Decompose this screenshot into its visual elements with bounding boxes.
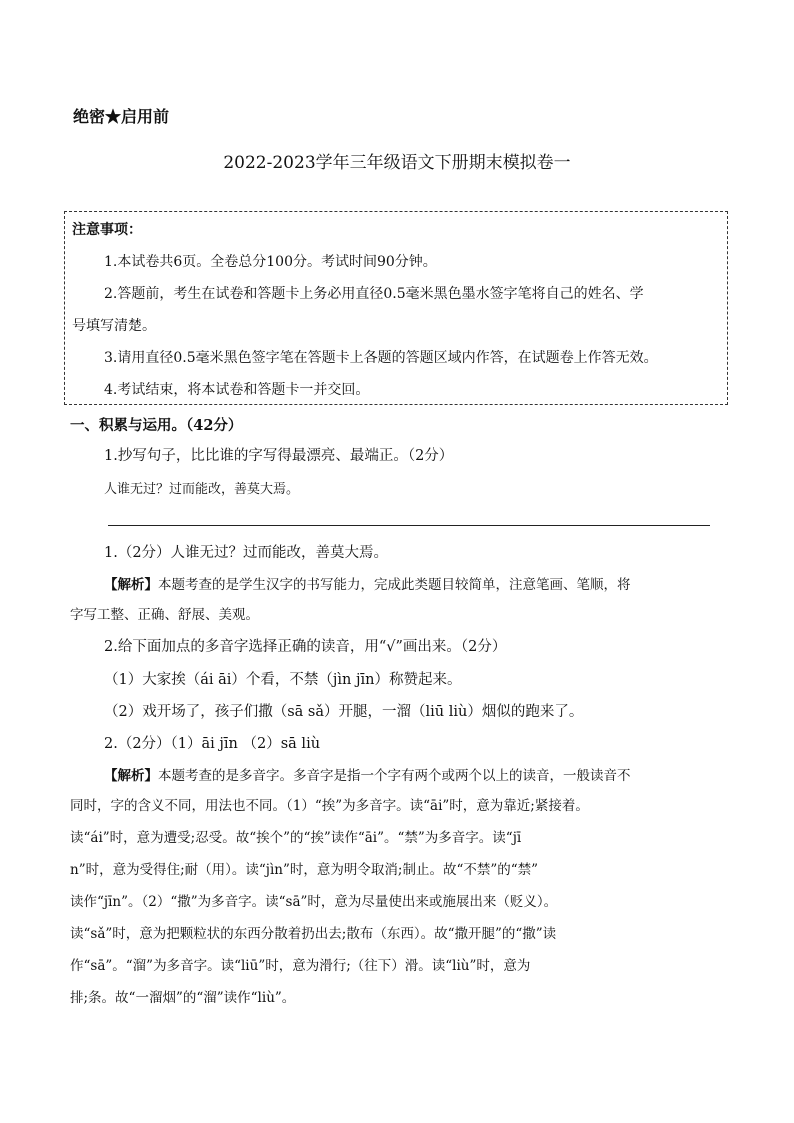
q1-sentence: 人谁无过？过而能改，善莫大焉。 bbox=[104, 482, 300, 497]
q2-item: （1）大家挨（ái āi）个看，不禁（jìn jīn）称赞起来。 bbox=[104, 672, 462, 688]
writing-line bbox=[108, 525, 710, 526]
section-heading: 一、积累与运用。（42分） bbox=[70, 417, 243, 434]
q2-analysis-cont: 读作“jīn”。（2）“撒”为多音字。读“sā”时，意为尽量使出来或施展出来（贬义）。 bbox=[70, 894, 558, 910]
q2-analysis bbox=[104, 764, 631, 784]
q1-analysis-cont: 字写工整、正确、舒展、美观。 bbox=[70, 607, 259, 623]
q2-analysis-cont: 读“ái”时，意为遭受;忍受。故“挨个”的“挨”读作“āi”。“禁”为多音字。读“jī bbox=[70, 830, 522, 846]
analysis-tag: 【解析】 bbox=[104, 577, 158, 593]
notice-box bbox=[64, 211, 728, 405]
secret-label: 绝密★启用前 bbox=[73, 107, 170, 126]
analysis-text: 本题考查的是多音字。多音字是指一个字有两个或两个以上的读音，一般读音不 bbox=[158, 768, 631, 784]
q2-analysis-cont: 排;条。故“一溜烟”的“溜”读作“liù”。 bbox=[70, 990, 296, 1006]
q2-prompt: 2.给下面加点的多音字选择正确的读音，用“√”画出来。（2分） bbox=[104, 639, 507, 655]
q1-answer: 1.（2分）人谁无过？过而能改，善莫大焉。 bbox=[104, 545, 389, 561]
q1-analysis bbox=[104, 573, 631, 593]
q1-prompt: 1.抄写句子，比比谁的字写得最漂亮、最端正。（2分） bbox=[104, 448, 454, 464]
notice-item: 4.考试结束，将本试卷和答题卡一并交回。 bbox=[104, 382, 370, 398]
q2-analysis-cont: 读“sǎ”时，意为把颗粒状的东西分散着扔出去;散布（东西）。故“撒开腿”的“撒”读 bbox=[70, 926, 557, 942]
q2-analysis-cont: 同时，字的含义不同，用法也不同。（1）“挨”为多音字。读“āi”时，意为靠近;紧接着。 bbox=[70, 798, 589, 814]
q2-analysis-cont: 作“sā”。“溜”为多音字。读“liū”时，意为滑行;（往下）滑。读“liù”时，意为 bbox=[70, 958, 531, 974]
notice-heading: 注意事项： bbox=[72, 222, 142, 238]
analysis-text: 本题考查的是学生汉字的书写能力，完成此类题目较简单，注意笔画、笔顺，将 bbox=[158, 577, 631, 593]
q2-answer: 2.（2分）（1）āi jīn （2）sā liù bbox=[104, 736, 321, 752]
q2-analysis-cont: n”时，意为受得住;耐（用）。读“jìn”时，意为明令取消;制止。故“不禁”的“禁” bbox=[70, 862, 539, 878]
notice-item: 3.请用直径0.5毫米黑色签字笔在答题卡上各题的答题区域内作答，在试题卷上作答无效。 bbox=[104, 350, 658, 366]
analysis-tag: 【解析】 bbox=[104, 768, 158, 784]
exam-title: 2022-2023学年三年级语文下册期末模拟卷一 bbox=[223, 153, 571, 173]
notice-item: 2.答题前，考生在试卷和答题卡上务必用直径0.5毫米黑色墨水签字笔将自己的姓名、学 bbox=[104, 286, 644, 302]
notice-item: 1.本试卷共6页。全卷总分100分。考试时间90分钟。 bbox=[104, 254, 437, 270]
q2-item: （2）戏开场了，孩子们撒（sā sǎ）开腿，一溜（liū liù）烟似的跑来了。 bbox=[104, 704, 584, 720]
notice-item: 号填写清楚。 bbox=[72, 318, 156, 334]
